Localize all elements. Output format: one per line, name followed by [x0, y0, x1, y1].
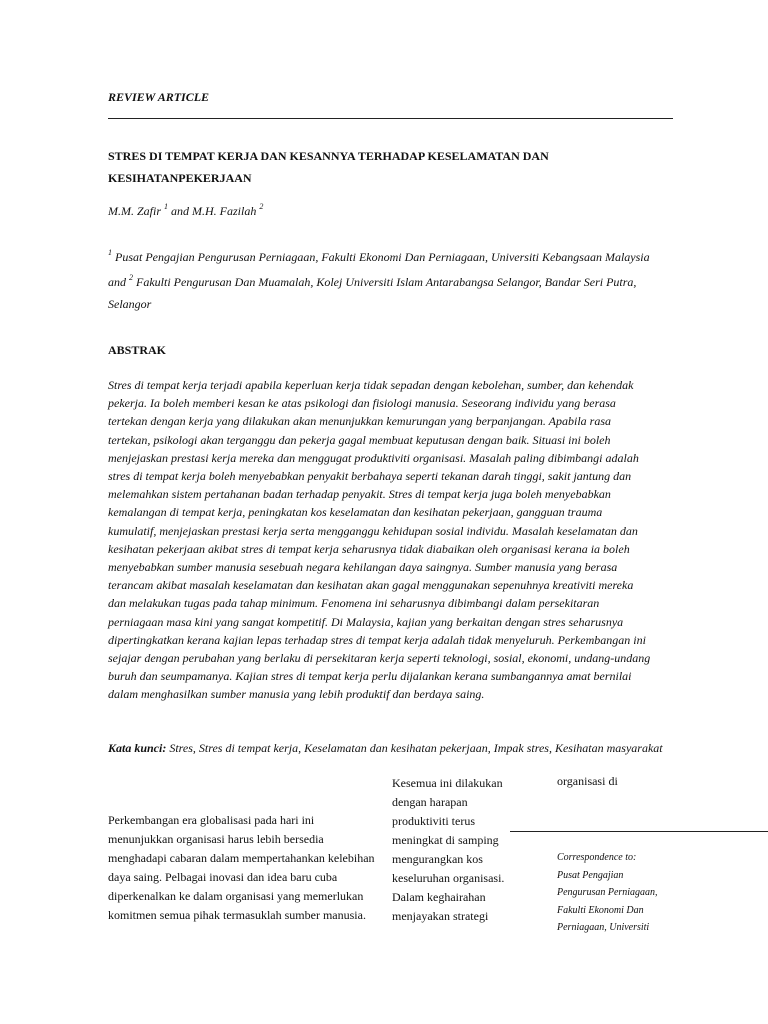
correspondence-line: Fakulti Ekonomi Dan: [557, 904, 644, 916]
abstract-line: menjejaskan prestasi kerja mereka dan menggugat produktiviti organisasi. Masalah paling dibimbangi adalah: [108, 450, 639, 465]
affiliation-line-3: Selangor: [108, 297, 152, 311]
affiliation-line-1: [108, 243, 678, 268]
header-divider: [108, 118, 673, 119]
author-2: M.H. Fazilah: [192, 204, 257, 218]
correspondence-note: [557, 849, 757, 937]
correspondence-line: Correspondence to:: [557, 852, 637, 863]
body-line: Kesemua ini dilakukan: [392, 776, 503, 790]
abstract-line: melemahkan sistem pertahanan badan terhadap penyakit. Stres di tempat kerja juga boleh menyebabkan: [108, 487, 611, 502]
author-1: M.M. Zafir: [108, 204, 162, 218]
keywords-label: Kata kunci:: [108, 741, 167, 755]
affiliation-1-text: Pusat Pengajian Pengurusan Perniagaan, Fakulti Ekonomi Dan Perniagaan, Universiti Kebangsaan Malaysia: [115, 250, 650, 264]
body-line: Perkembangan era globalisasi pada hari ini: [108, 813, 315, 827]
abstract-line: perniagaan masa kini yang sangat kompetitif. Di Malaysia, kajian yang berkaitan dengan stres seharusnya: [108, 614, 624, 629]
affiliations: [108, 243, 678, 315]
affiliation-line-2: [108, 268, 678, 293]
affiliation-2-sup: 2: [129, 273, 133, 282]
body-line: daya saing. Pelbagai inovasi dan idea baru cuba: [108, 870, 338, 884]
article-title: [108, 145, 668, 189]
title-line-1: STRES DI TEMPAT KERJA DAN KESANNYA TERHADAP KESELAMATAN DAN: [108, 149, 549, 163]
body-line: menunjukkan organisasi harus lebih bersedia: [108, 832, 324, 846]
correspondence-line: Pusat Pengajian: [557, 869, 624, 881]
abstract-line: kumulatif, menjejaskan prestasi kerja serta mengganggu kehidupan sosial individu. Masalah keselamatan dan: [108, 523, 638, 538]
body-line: produktiviti terus: [392, 814, 475, 828]
affiliation-and: and: [108, 275, 126, 289]
author-conjunction: and: [171, 204, 190, 218]
body-line: diperkenalkan ke dalam organisasi yang memerlukan: [108, 889, 364, 903]
body-line: menghadapi cabaran dalam mempertahankan kelebihan: [108, 851, 375, 865]
abstract-line: terancam akibat masalah keselamatan dan kesihatan akan gagal menggunakan sepenuhnya kreativiti mereka: [108, 578, 634, 593]
body-line: komitmen semua pihak termasuklah sumber manusia.: [108, 908, 366, 922]
body-line: mengurangkan kos: [392, 852, 483, 866]
abstract-line: pekerja. Ia boleh memberi kesan ke atas psikologi dan fisiologi manusia. Seseorang individu yang berasa: [108, 396, 616, 411]
author-1-sup: 1: [164, 202, 169, 211]
footnote-divider: [510, 831, 768, 832]
abstract-line: dipertingkatkan kerana kajian lepas terhadap stres di tempat kerja adalah tidak menyeluruh. Perkembangan ini: [108, 632, 646, 647]
abstract-line: dalam menghasilkan sumber manusia yang lebih produktif dan berdaya saing.: [108, 687, 485, 702]
affiliation-1-sup: 1: [108, 248, 112, 257]
abstract-line: buruh dan seumpamanya. Kajian stres di tempat kerja perlu dijalankan kerana sumbangannya amat bernilai: [108, 669, 632, 684]
correspondence-line: Pengurusan Perniagaan,: [557, 887, 658, 898]
article-type-label: REVIEW ARTICLE: [108, 90, 210, 104]
keywords-text: Stres, Stres di tempat kerja, Keselamatan dan kesihatan pekerjaan, Impak stres, Kesihatan masyarakat: [169, 741, 663, 755]
body-line: menjayakan strategi: [392, 909, 489, 923]
author-2-sup: 2: [259, 202, 264, 211]
author-list: [108, 203, 263, 219]
keywords: [108, 739, 668, 758]
body-line: keseluruhan organisasi.: [392, 871, 505, 885]
abstract-line: dan melakukan tugas pada tahap minimum. Fenomena ini seharusnya dibimbangi dalam persekitaran: [108, 596, 600, 611]
abstract-line: stres di tempat kerja boleh menyebabkan penyakit berbahaya seperti tekanan darah tinggi, sakit jantung dan: [108, 469, 632, 484]
abstract-line: menyebabkan sumber manusia sesebuah negara kehilangan daya saingnya. Sumber manusia yang berasa: [108, 560, 618, 575]
abstract-heading: ABSTRAK: [108, 343, 167, 357]
abstract-line: tertekan, psikologi akan terganggu dan pekerja gagal membuat keputusan dengan baik. Situasi ini boleh: [108, 432, 611, 447]
abstract-line: tertekan dengan kerja yang dilakukan akan menunjukkan kemurungan yang berpanjangan. Apabila rasa: [108, 414, 612, 429]
abstract-line: sejajar dengan perubahan yang berlaku di persekitaran kerja seperti teknologi, sosial, ekonomi, undang-undang: [108, 651, 651, 666]
body-column-1: [108, 811, 393, 925]
abstract-line: kemalangan di tempat kerja, peningkatan kos keselamatan dan kesihatan pekerjaan, gangguan trauma: [108, 505, 603, 520]
affiliation-2-text: Fakulti Pengurusan Dan Muamalah, Kolej Universiti Islam Antarabangsa Selangor, Bandar Seri Putra,: [136, 275, 637, 289]
correspondence-line: Perniagaan, Universiti: [557, 922, 650, 933]
body-line: meningkat di samping: [392, 833, 499, 847]
body-column-2: [392, 774, 522, 926]
abstract-line: kesihatan pekerjaan akibat stres di tempat kerja seharusnya tidak diabaikan oleh organisasi kerana ia boleh: [108, 541, 630, 556]
body-column-3: organisasi di: [557, 774, 618, 788]
body-line: Dalam keghairahan: [392, 890, 486, 904]
abstract-body: [108, 376, 680, 704]
title-line-2: KESIHATANPEKERJAAN: [108, 171, 252, 185]
abstract-line: Stres di tempat kerja terjadi apabila keperluan kerja tidak sepadan dengan kebolehan, sumber, dan kehendak: [108, 378, 634, 392]
body-line: dengan harapan: [392, 795, 468, 809]
